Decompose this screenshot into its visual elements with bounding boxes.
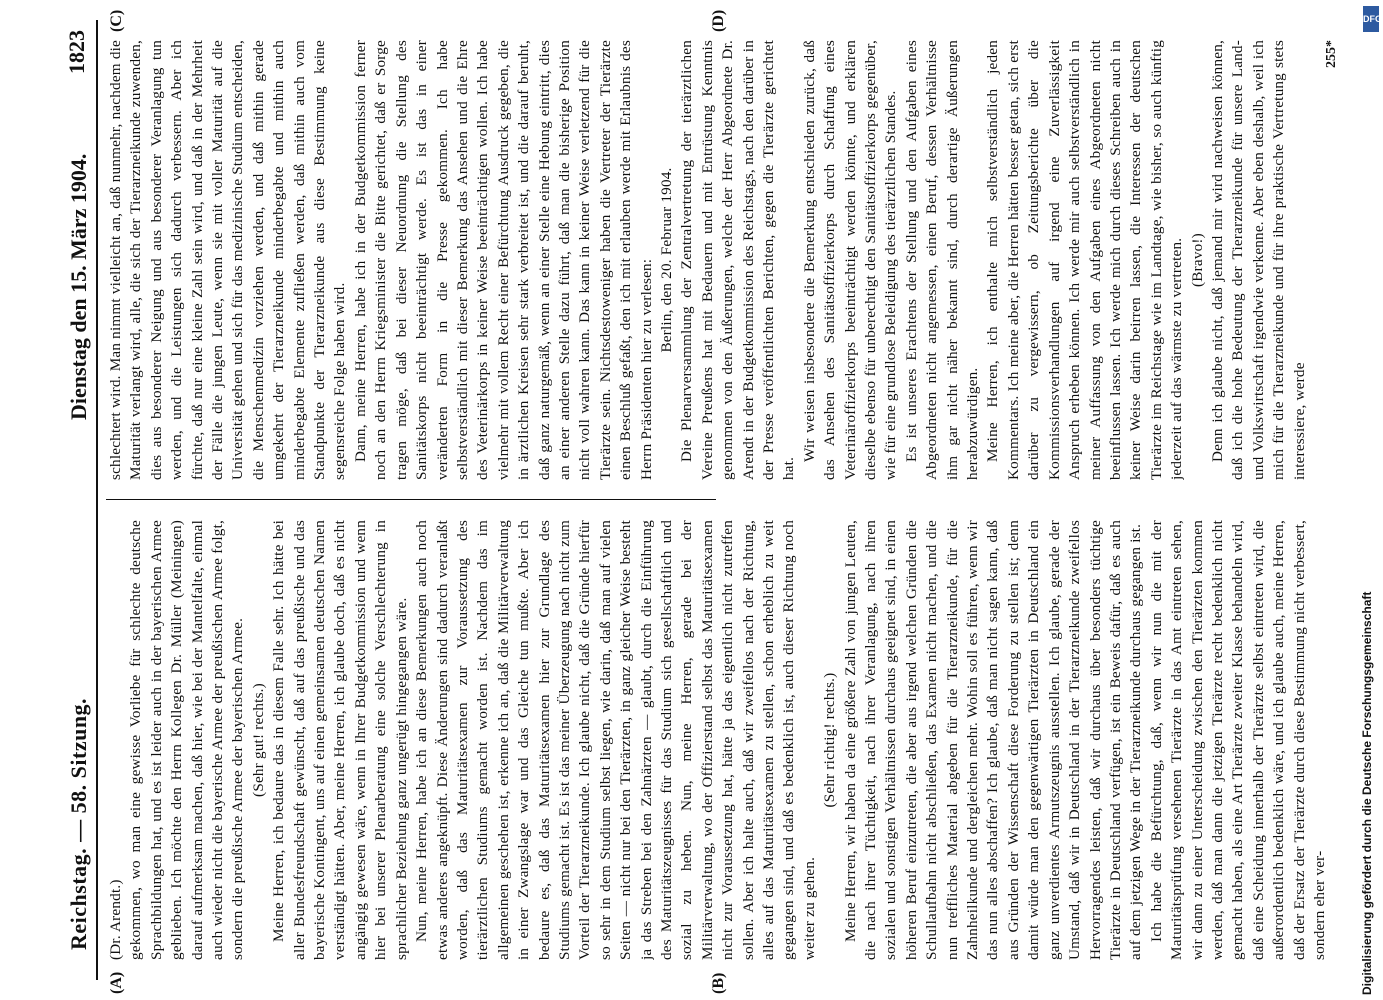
funding-note: Digitalisierung gefördert durch die Deutsche Forschungsgemeinschaft <box>1360 591 1374 995</box>
margin-marker-a: (A) <box>108 971 125 994</box>
paragraph: Ich habe die Befürchtung, daß, wenn wir nun die mit der Maturitätsprüfung versehenen Tierärzte in das Amt eintreten sehen, wir dann zu einer Unterscheidung zwischen den Tierärzten kommen werden, daß man dann die jetzigen Tierärzte recht bedenklich nicht gemacht haben, als eine Art Tierärzte zweiter Klasse behandeln wird, daß eine Scheidung innerhalb der Tierärzte selbst eintreten wird, die außerordentlich bedenklich wäre, und ich glaube auch, meine Herren, daß der Ersatz der Tierärzte durch diese Bestimmung nicht verbessert, sondern eher ver- <box>1147 520 1328 960</box>
paragraph: Dann, meine Herren, habe ich in der Budgetkommission ferner noch an den Herrn Kriegsminister die Bitte gerichtet, daß er Sorge tragen möge, daß bei dieser Neuordnung die Stellung des Sanitätskorps nicht beeinträchtigt werde. Es ist das in einer veränderten Form in die Presse gekommen. Ich habe selbstverständlich mit dieser Bemerkung das Ansehen und die Ehre des Veterinärkorps in keiner Weise beeinträchtigen wollen. Ich habe vielmehr mit vollem Recht einer Befürchtung Ausdruck gegeben, die in ärztlichen Kreisen sehr stark verbreitet ist, und die darauf beruht, daß ganz naturgemäß, wenn an einer Stelle eine Hebung eintritt, dies an einer anderen Stelle dazu führt, daß man die bisherige Position nicht voll wahren kann. Das kann in keiner Weise verletzend für die Tierärzte sein. Nichtsdestoweniger haben die Vertreter der Tierärzte einen Beschluß gefaßt, den ich mit erlauben werde mit Erlaubnis des Herrn Präsidenten hier zu verlesen: <box>351 40 655 480</box>
signature-mark: 255* <box>1324 40 1339 68</box>
paragraph: schlechtert wird. Man nimmt vielleicht an, daß nunmehr, nachdem die Maturität verlangt wird, alle, die sich der Tierarzneikunde zuwenden, dies aus besonderer Neigung und aus besonderer Veranlagung tun werden, und die Leistungen sich dadurch verbessern. Aber ich fürchte, daß nur eine kleine Zahl sein wird, und daß in der Mehrheit der Fälle die jungen Leute, wenn sie mit voller Maturität auf die Universität gehen und sich für das medizinische Studium entscheiden, die Menschenmedizin vorziehen werden, und daß mithin gerade umgekehrt der Tierarzneikunde minderbegabte und mithin auch minderbegabte Elemente zufließen werden, daß mithin auch vom Standpunkte der Tierarzneikunde aus diese Bestimmung keine segensreiche Folge haben wird. <box>107 40 349 480</box>
quoted-paragraph: Wir weisen insbesondere die Bemerkung entschieden zurück, daß das Ansehen des Sanitätsoffizierkorps durch Schaffung eines Veterinäroffizierkorps beeinträchtigt werden könnte, und erklären dieselbe ebenso für unberechtigt den Sanitätsoffizierkorps gegenüber, wie für eine grundlose Beleidigung des tierärztlichen Standes. <box>800 40 900 480</box>
paragraph: Meine Herren, ich bedaure das in diesem Falle sehr. Ich hätte bei aller Bundesfreundschaft gewünscht, daß auf das preußische und das bayerische Kontingent, uns auf einen gemeinsamen deutschen Namen verständigt hätten. Aber, meine Herren, ich glaube doch, daß es nicht angängig gewesen wäre, wenn in Ihrer Budgetkommission und wenn hier bei unserer Plenarberatung eine solche Verschlechterung in sprachlicher Beziehung ganz ungerügt hingegangen wäre. <box>270 520 410 960</box>
right-column <box>106 40 1336 480</box>
page-header <box>60 20 98 980</box>
dateline: Berlin, den 20. Februar 1904. <box>657 167 675 353</box>
interjection: (Sehr richtig! rechts.) <box>821 672 839 808</box>
interjection: (Sehr gut! rechts.) <box>249 683 267 797</box>
interjection: (Bravo!) <box>1188 233 1206 287</box>
speaker-ref: (Dr. Arendt.) <box>107 879 124 960</box>
dfg-logo: DFG <box>1363 6 1379 32</box>
header-left: Reichstag. — 58. Sitzung. <box>66 697 91 950</box>
header-date: Dienstag den 15. März 1904. <box>66 153 91 420</box>
margin-marker-c: (C) <box>108 9 125 32</box>
left-column <box>106 520 1336 960</box>
paragraph: Denn ich glaube nicht, daß jemand mir wird nachweisen können, daß ich die hohe Bedeutung der Tierarzneikunde für unsere Land- und Volkswirtschaft irgendwie verkenne. Aber eben deshalb, weil ich mich für die Tierarzneikunde und für ihre praktische Vertretung stets interessiere, werde <box>1208 40 1308 480</box>
side-note <box>1358 0 1380 1000</box>
quoted-paragraph: Es ist unseres Erachtens der Stellung und den Aufgaben eines Abgeordneten nicht angemessen, einen Beruf, dessen Verhältnisse ihm gar nicht näher bekannt sind, durch derartige Äußerungen herabzuwürdigen. <box>902 40 982 480</box>
paragraph: Nun, meine Herren, habe ich an diese Bemerkungen auch noch etwas anderes angeknüpft. Diese Änderungen sind dadurch veranlaßt worden, daß das Maturitätsexamen zur Voraussetzung des tierärztlichen Studiums gemacht worden ist. Nachdem das im allgemeinen geschehen ist, erkenne ich an, daß die Militärverwaltung in einer Zwangslage war und das Gleiche tun mußte. Aber ich bedaure es, daß das Maturitätsexamen hier zur Grundlage des Studiums gemacht ist. Es ist das meiner Überzeugung nach nicht zum Vorteil der Tierarzneikunde. Ich glaube nicht, daß die Gründe hierfür so sehr in dem Studium selbst liegen, wie darin, daß man auf vielen Seiten — nicht nur bei den Tierärzten, in ganz gleicher Weise besteht ja das Streben bei den Zahnärzten — glaubt, durch die Einführung des Maturitätszeugnisses für das Studium sich gesellschaftlich und sozial zu heben. Nun, meine Herren, gerade bei der Militärverwaltung, wo der Offizierstand selbst das Maturitätsexamen nicht zur Voraussetzung hat, hätte ja das eigentlich nicht zutreffen sollen. Aber ich halte auch, daß wir zweifellos nach der Richtung, alles auf das Maturitätsexamen zu stellen, schon erheblich zu weit gegangen sind, und daß es bedenklich ist, auch dieser Richtung noch weiter zu gehen. <box>413 520 818 960</box>
margin-marker-b: (B) <box>710 972 727 994</box>
quoted-paragraph: Die Plenarversammlung der Zentralvertretung der tierärztlichen Vereine Preußens hat mit Bedauern und mit Entrüstung Kenntnis genommen von den Äußerungen, welche der Herr Abgeordnete Dr. Arendt in der Budgetkommission des Reichstags, nach den darüber in der Presse veröffentlichten Berichten, gegen die Tierärzte gerichtet hat. <box>678 40 798 480</box>
margin-marker-d: (D) <box>710 9 727 32</box>
paragraph: Meine Herren, wir haben da eine größere Zahl von jungen Leuten, die nach ihrer Tüchtigkeit, nach ihrer Veranlagung, nach ihren sozialen und sonstigen Verhältnissen durchaus geeignet sind, in einen höheren Beruf einzutreten, die aber aus irgend welchen Gründen die Schullaufbahn nicht abschließen, das Examen nicht machen, und die nun treffliches Material abgeben für die Tierarzneikunde, für die Zahnheilkunde und dergleichen mehr. Wohin soll es führen, wenn wir das nun alles abschaffen? Ich glaube, daß man nicht sagen kann, daß aus Gründen der Wissenschaft diese Forderung zu stellen ist; denn damit würde man den gegenwärtigen Tierärzten in Deutschland ein ganz unverdientes Armutszeugnis ausstellen. Ich glaube, gerade der Umstand, daß wir in Deutschland in der Tierarzneikunde zweifellos Hervorragendes leisten, daß wir durchaus über besonders tüchtige Tierärzte in Deutschland verfügen, ist ein Beweis dafür, daß es auch auf dem jetzigen Wege in der Tierarzneikunde durchaus gegangen ist. <box>841 520 1145 960</box>
page-number: 1823 <box>64 30 89 74</box>
paragraph: gekommen, wo man eine gewisse Vorliebe für schlechte deutsche Sprachbildungen hat, und es ist leider auch in der bayerischen Armee geblieben. Ich möchte den Herrn Kollegen Dr. Müller (Meiningen) darauf aufmerksam machen, daß hier, wie bei der Mantelfalte, einmal auch wieder nicht die bayerische Armee der preußischen Armee folgt, sondern die preußische Armee der bayerischen Armee. <box>127 520 247 960</box>
rotated-page <box>20 0 1360 1000</box>
column-divider <box>106 499 716 500</box>
paragraph: Meine Herren, ich enthalte mich selbstverständlich jeden Kommentars. Ich meine aber, die Herren hätten besser getan, sich erst darüber zu vergewissern, ob Zeitungsberichte über die Kommissionsverhandlungen auf irgend eine Zuverlässigkeit Anspruch erheben können. Ich werde mir auch selbstverständlich in meiner Auffassung von den Aufgaben eines Abgeordneten nicht beeinflussen lassen. Ich werde mich durch dieses Schreiben auch in keiner Weise darin beirren lassen, die Interessen der deutschen Tierärzte im Reichstage wie im Landtage, wie bisher, so auch künftig jederzeit auf das wärmste zu vertreten. <box>984 40 1186 480</box>
